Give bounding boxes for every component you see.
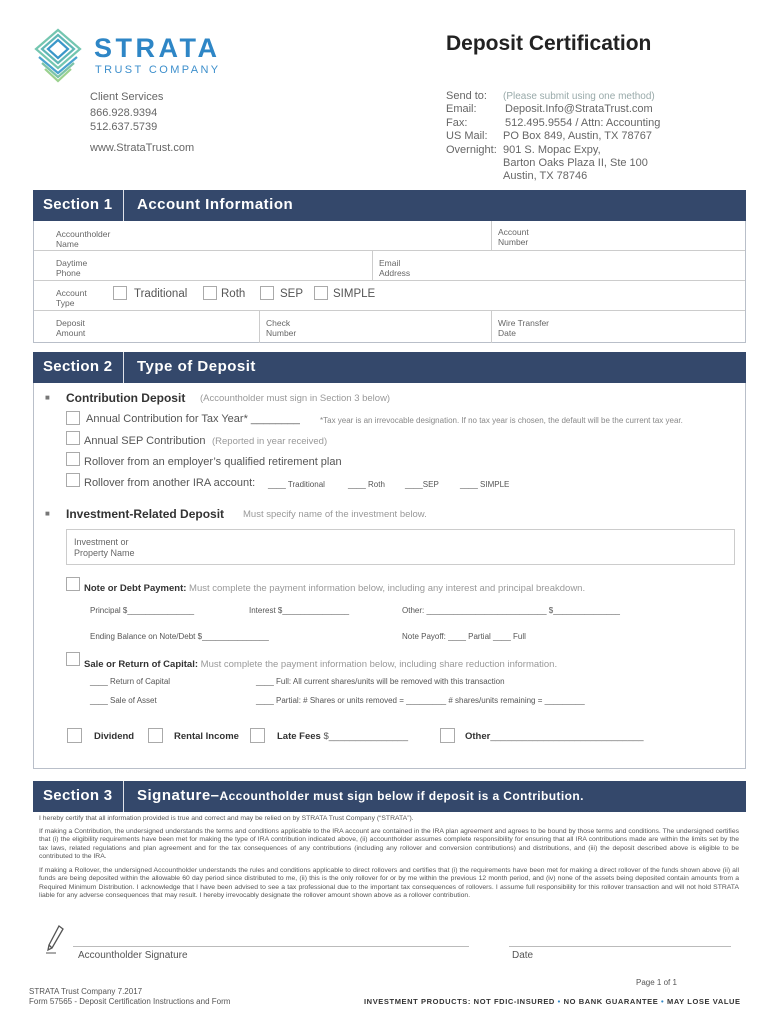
section-3-header: [33, 781, 746, 812]
mail-label: US Mail:: [446, 130, 488, 142]
investment-deposit-note: Must specify name of the investment below.: [243, 509, 427, 520]
check-number-field[interactable]: [305, 313, 487, 341]
tax-year-note: *Tax year is an irrevocable designation. If no tax year is chosen, the default will be the current tax year.: [320, 416, 683, 425]
contribution-paragraph: If making a Contribution, the undersigned understands the terms and conditions applicable to the IRA account are contained in the IRA plan agreement and agrees to be bound by those terms and conditions. The undersigned certifies that (i) the eligibility requirements have been met for making the type of IRA contribution indicated above, (ii) accountholder assumes complete responsibility for ensuring that all IRA contributions made are within the limits set by the tax laws, related regulations and plan agreement and for the tax consequences of any contributions (including any rollover and conversion contributions) and distributions, and (iii) the deposit described above is eligible to be contributed to the IRA.: [39, 828, 739, 860]
type-simple-label: SIMPLE: [333, 288, 376, 300]
mail-value: PO Box 849, Austin, TX 78767: [503, 130, 653, 142]
investment-bullet-icon: ■: [45, 509, 50, 518]
send-to-label: Send to:: [446, 90, 487, 102]
interest-field[interactable]: Interest $_______________: [249, 606, 350, 615]
rollover-ira-label: Rollover from another IRA account:: [84, 477, 256, 489]
account-number-field[interactable]: [540, 223, 740, 249]
company-version: STRATA Trust Company 7.2017: [29, 987, 143, 996]
separator-dot-2: •: [661, 997, 665, 1006]
pen-icon: [44, 924, 66, 954]
sale-of-asset-option[interactable]: ____ Sale of Asset: [90, 696, 157, 705]
annual-contribution-checkbox[interactable]: [66, 411, 80, 425]
ira-roth-option[interactable]: ____ Roth: [348, 480, 385, 489]
rollover-employer-checkbox[interactable]: [66, 452, 80, 466]
sale-return-note: Must complete the payment information below, including share reduction information.: [200, 659, 558, 670]
annual-sep-note: (Reported in year received): [212, 436, 328, 447]
email-address-label: Email Address: [379, 258, 411, 278]
deposit-amount-label: Deposit Amount: [56, 318, 86, 338]
logo-subtitle: TRUST COMPANY: [95, 64, 221, 76]
fax-value: 512.495.9554 / Attn: Accounting: [505, 117, 661, 129]
note-debt-checkbox[interactable]: [66, 577, 80, 591]
contribution-deposit-note: (Accountholder must sign in Section 3 below): [200, 393, 391, 404]
deposit-amount-field[interactable]: [100, 313, 255, 341]
accountholder-name-label: Accountholder Name: [56, 229, 111, 249]
fax-label: Fax:: [446, 117, 468, 129]
date-line[interactable]: [509, 946, 731, 947]
dividend-checkbox[interactable]: [67, 728, 82, 743]
overnight-label: Overnight:: [446, 144, 497, 156]
section-2-number: Section 2: [43, 358, 113, 375]
section-2-title: Type of Deposit: [137, 358, 256, 375]
investment-name-field[interactable]: [66, 529, 735, 565]
type-roth-label: Roth: [221, 288, 246, 300]
contribution-bullet-icon: ■: [45, 393, 50, 402]
sale-return-checkbox[interactable]: [66, 652, 80, 666]
annual-sep-label: Annual SEP Contribution: [84, 435, 206, 447]
type-traditional-checkbox[interactable]: [113, 286, 127, 300]
contribution-deposit-title: Contribution Deposit: [66, 391, 186, 405]
logo-wordmark: STRATA: [94, 33, 221, 63]
section-3-title: Signature–: [137, 787, 220, 804]
email-address-field[interactable]: [420, 253, 740, 279]
email-label: Email:: [446, 103, 477, 115]
ira-sep-option[interactable]: ____SEP: [405, 480, 439, 489]
principal-field[interactable]: Principal $_______________: [90, 606, 195, 615]
daytime-phone-field[interactable]: [100, 253, 368, 279]
daytime-phone-label: Daytime Phone: [56, 258, 88, 278]
note-payoff-field[interactable]: Note Payoff: ____ Partial ____ Full: [402, 632, 526, 641]
page-number: Page 1 of 1: [636, 978, 677, 987]
strata-logo-icon: [33, 27, 83, 83]
partial-removal-option[interactable]: ____ Partial: # Shares or units removed = _________ # shares/units remaining = _________: [256, 696, 585, 705]
note-debt-note: Must complete the payment information below, including any interest and principal breakdown.: [189, 583, 586, 594]
late-fees-label: Late Fees: [277, 731, 321, 742]
check-number-label: Check Number: [266, 318, 297, 338]
investment-name-label: Investment or Property Name: [74, 537, 135, 558]
separator-dot-1: •: [557, 997, 561, 1006]
overnight-line-1: 901 S. Mopac Expy,: [503, 144, 601, 156]
email-value[interactable]: Deposit.Info@StrataTrust.com: [505, 103, 653, 115]
other-payment-field[interactable]: Other: ___________________________ $_______________: [402, 606, 620, 615]
rental-income-label: Rental Income: [174, 731, 239, 742]
certification-paragraph: I hereby certify that all information provided is true and correct and may be relied on by STRATA Trust Company (“STRATA”).: [39, 815, 414, 822]
other-income-field[interactable]: _____________________________: [490, 731, 644, 742]
phone-2: 512.637.5739: [90, 121, 158, 133]
sale-return-title: Sale or Return of Capital:: [84, 659, 199, 670]
investment-deposit-title: Investment-Related Deposit: [66, 507, 225, 521]
page-title: Deposit Certification: [446, 32, 652, 55]
type-simple-checkbox[interactable]: [314, 286, 328, 300]
client-services-label: Client Services: [90, 91, 164, 103]
note-debt-title: Note or Debt Payment:: [84, 583, 187, 594]
section-3-subtitle: Accountholder must sign below if deposit is a Contribution.: [219, 789, 584, 803]
other-income-checkbox[interactable]: [440, 728, 455, 743]
send-to-note: (Please submit using one method): [503, 91, 655, 102]
section-1-number: Section 1: [43, 196, 113, 213]
account-number-label: Account Number: [498, 227, 529, 247]
form-number: Form 57565 - Deposit Certification Instructions and Form: [29, 997, 231, 1006]
late-fees-checkbox[interactable]: [250, 728, 265, 743]
dividend-label: Dividend: [94, 731, 135, 742]
disclaimer: INVESTMENT PRODUCTS: NOT FDIC-INSURED • NO BANK GUARANTEE • MAY LOSE VALUE: [364, 997, 741, 1006]
section-1-title: Account Information: [137, 196, 294, 213]
rollover-employer-label: Rollover from an employer’s qualified retirement plan: [84, 456, 342, 468]
ira-traditional-option[interactable]: ____ Traditional: [268, 480, 325, 489]
account-type-label: Account Type: [56, 288, 87, 308]
accountholder-name-field[interactable]: [120, 223, 488, 249]
late-fees-field[interactable]: $_______________: [323, 731, 409, 742]
other-income-label: Other: [465, 731, 491, 742]
type-traditional-label: Traditional: [134, 288, 188, 300]
signature-label: Accountholder Signature: [78, 950, 188, 961]
type-sep-checkbox[interactable]: [260, 286, 274, 300]
rollover-ira-checkbox[interactable]: [66, 473, 80, 487]
type-roth-checkbox[interactable]: [203, 286, 217, 300]
annual-sep-checkbox[interactable]: [66, 431, 80, 445]
ira-simple-option[interactable]: ____ SIMPLE: [460, 480, 510, 489]
type-sep-label: SEP: [280, 288, 304, 300]
section-3-number: Section 3: [43, 787, 113, 804]
return-of-capital-option[interactable]: ____ Return of Capital: [90, 677, 171, 686]
overnight-line-2: Barton Oaks Plaza II, Ste 100: [503, 157, 648, 169]
ending-balance-field[interactable]: Ending Balance on Note/Debt $_______________: [90, 632, 269, 641]
section-2-header: [33, 352, 746, 383]
section-1-header: [33, 190, 746, 221]
rental-income-checkbox[interactable]: [148, 728, 163, 743]
wire-transfer-date-field[interactable]: [560, 313, 740, 341]
rollover-paragraph: If making a Rollover, the undersigned Accountholder understands the rules and conditions applicable to direct rollovers and certifies that (i) the requirements have been met for making a direct rollover of the funds shown above (ii) all funds are being deposited within the allowable 60 day period since distributed to me, (ii) this is the only rollover for or by me within the previous 12 month period, and (iv) none of the assets being deposited contain amounts from a Required Minimum Distribution. I acknowledge that I have been advised to see a tax professional due to the important tax consequences of rollovers. I assume full responsibility for this rollover transaction and will not hold STRATA liable for any adverse consequences that may result. I hereby irrevocably designate the rollover amount shown above as a rollover contribution.: [39, 867, 739, 899]
annual-contribution-label: Annual Contribution for Tax Year* ________: [86, 413, 300, 425]
website-link[interactable]: www.StrataTrust.com: [90, 142, 195, 154]
signature-line[interactable]: [73, 946, 469, 947]
wire-transfer-date-label: Wire Transfer Date: [498, 318, 550, 338]
overnight-line-3: Austin, TX 78746: [503, 170, 588, 182]
date-label: Date: [512, 950, 534, 961]
phone-1: 866.928.9394: [90, 107, 158, 119]
full-removal-option[interactable]: ____ Full: All current shares/units will be removed with this transaction: [256, 677, 505, 686]
